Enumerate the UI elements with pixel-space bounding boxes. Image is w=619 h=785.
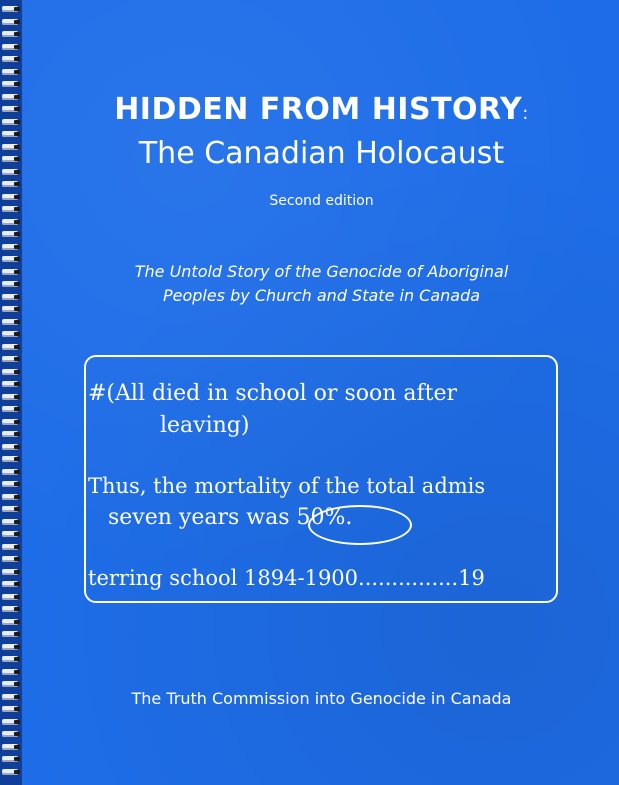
binding-coil	[2, 394, 18, 400]
binding-coil	[2, 206, 18, 212]
binding-coil	[2, 169, 18, 175]
document-excerpt-box	[84, 355, 558, 603]
binding-coil	[2, 306, 18, 312]
binding-coil	[2, 231, 18, 237]
book-subtitle: The Canadian Holocaust	[138, 136, 505, 171]
binding-coil	[2, 256, 18, 262]
binding-coil	[2, 581, 18, 587]
binding-coil	[2, 194, 18, 200]
tagline-line-1: The Untold Story of the Genocide of Aboriginal	[134, 262, 509, 281]
publisher-name: The Truth Commission into Genocide in Canada	[131, 689, 512, 708]
binding-coil	[2, 181, 18, 187]
binding-coil	[2, 219, 18, 225]
binding-coil	[2, 94, 18, 100]
binding-coil	[2, 144, 18, 150]
binding-coil	[2, 294, 18, 300]
binding-coil	[2, 419, 18, 425]
binding-coil	[2, 706, 18, 712]
binding-coil	[2, 269, 18, 275]
spiral-binding	[0, 0, 22, 785]
binding-coil	[2, 6, 18, 12]
binding-coil	[2, 444, 18, 450]
highlight-circle	[308, 505, 412, 545]
binding-coil	[2, 594, 18, 600]
binding-coil	[2, 19, 18, 25]
binding-coil	[2, 731, 18, 737]
binding-coil	[2, 344, 18, 350]
binding-coil	[2, 719, 18, 725]
title-main-text: HIDDEN FROM HISTORY	[114, 92, 523, 127]
binding-coil	[2, 756, 18, 762]
binding-coil	[2, 669, 18, 675]
binding-coil	[2, 744, 18, 750]
binding-coil	[2, 531, 18, 537]
binding-coil	[2, 44, 18, 50]
binding-coil	[2, 131, 18, 137]
binding-coil	[2, 481, 18, 487]
binding-coil	[2, 156, 18, 162]
binding-coil	[2, 431, 18, 437]
edition-label: Second edition	[269, 193, 374, 209]
tagline-line-2: Peoples by Church and State in Canada	[162, 286, 481, 305]
binding-coil	[2, 406, 18, 412]
binding-coil	[2, 56, 18, 62]
excerpt-line-2: leaving)	[160, 413, 250, 438]
excerpt-line-5: terring school 1894-1900...............19	[88, 566, 485, 590]
binding-coil	[2, 369, 18, 375]
binding-coil	[2, 556, 18, 562]
binding-coil	[2, 381, 18, 387]
binding-coil	[2, 469, 18, 475]
binding-coil	[2, 631, 18, 637]
tagline	[24, 260, 619, 308]
binding-coil	[2, 494, 18, 500]
excerpt-line-1: #(All died in school or soon after	[88, 381, 458, 406]
binding-coil	[2, 519, 18, 525]
binding-coil	[2, 244, 18, 250]
binding-coil	[2, 569, 18, 575]
binding-coil	[2, 319, 18, 325]
binding-coil	[2, 769, 18, 775]
title-colon: :	[522, 103, 529, 124]
binding-coil	[2, 69, 18, 75]
binding-coil	[2, 331, 18, 337]
binding-coil	[2, 119, 18, 125]
binding-coil	[2, 619, 18, 625]
excerpt-line-3: Thus, the mortality of the total admis	[88, 474, 486, 498]
binding-coil	[2, 544, 18, 550]
binding-coil	[2, 656, 18, 662]
binding-coil	[2, 356, 18, 362]
excerpt-line-4: seven years was 50%.	[108, 505, 353, 530]
binding-coil	[2, 681, 18, 687]
binding-coil	[2, 694, 18, 700]
binding-coil	[2, 606, 18, 612]
binding-coil	[2, 506, 18, 512]
binding-coil	[2, 644, 18, 650]
binding-coil	[2, 281, 18, 287]
binding-coil	[2, 106, 18, 112]
binding-coil	[2, 456, 18, 462]
binding-coil	[2, 81, 18, 87]
binding-coil	[2, 31, 18, 37]
book-title	[24, 92, 619, 127]
